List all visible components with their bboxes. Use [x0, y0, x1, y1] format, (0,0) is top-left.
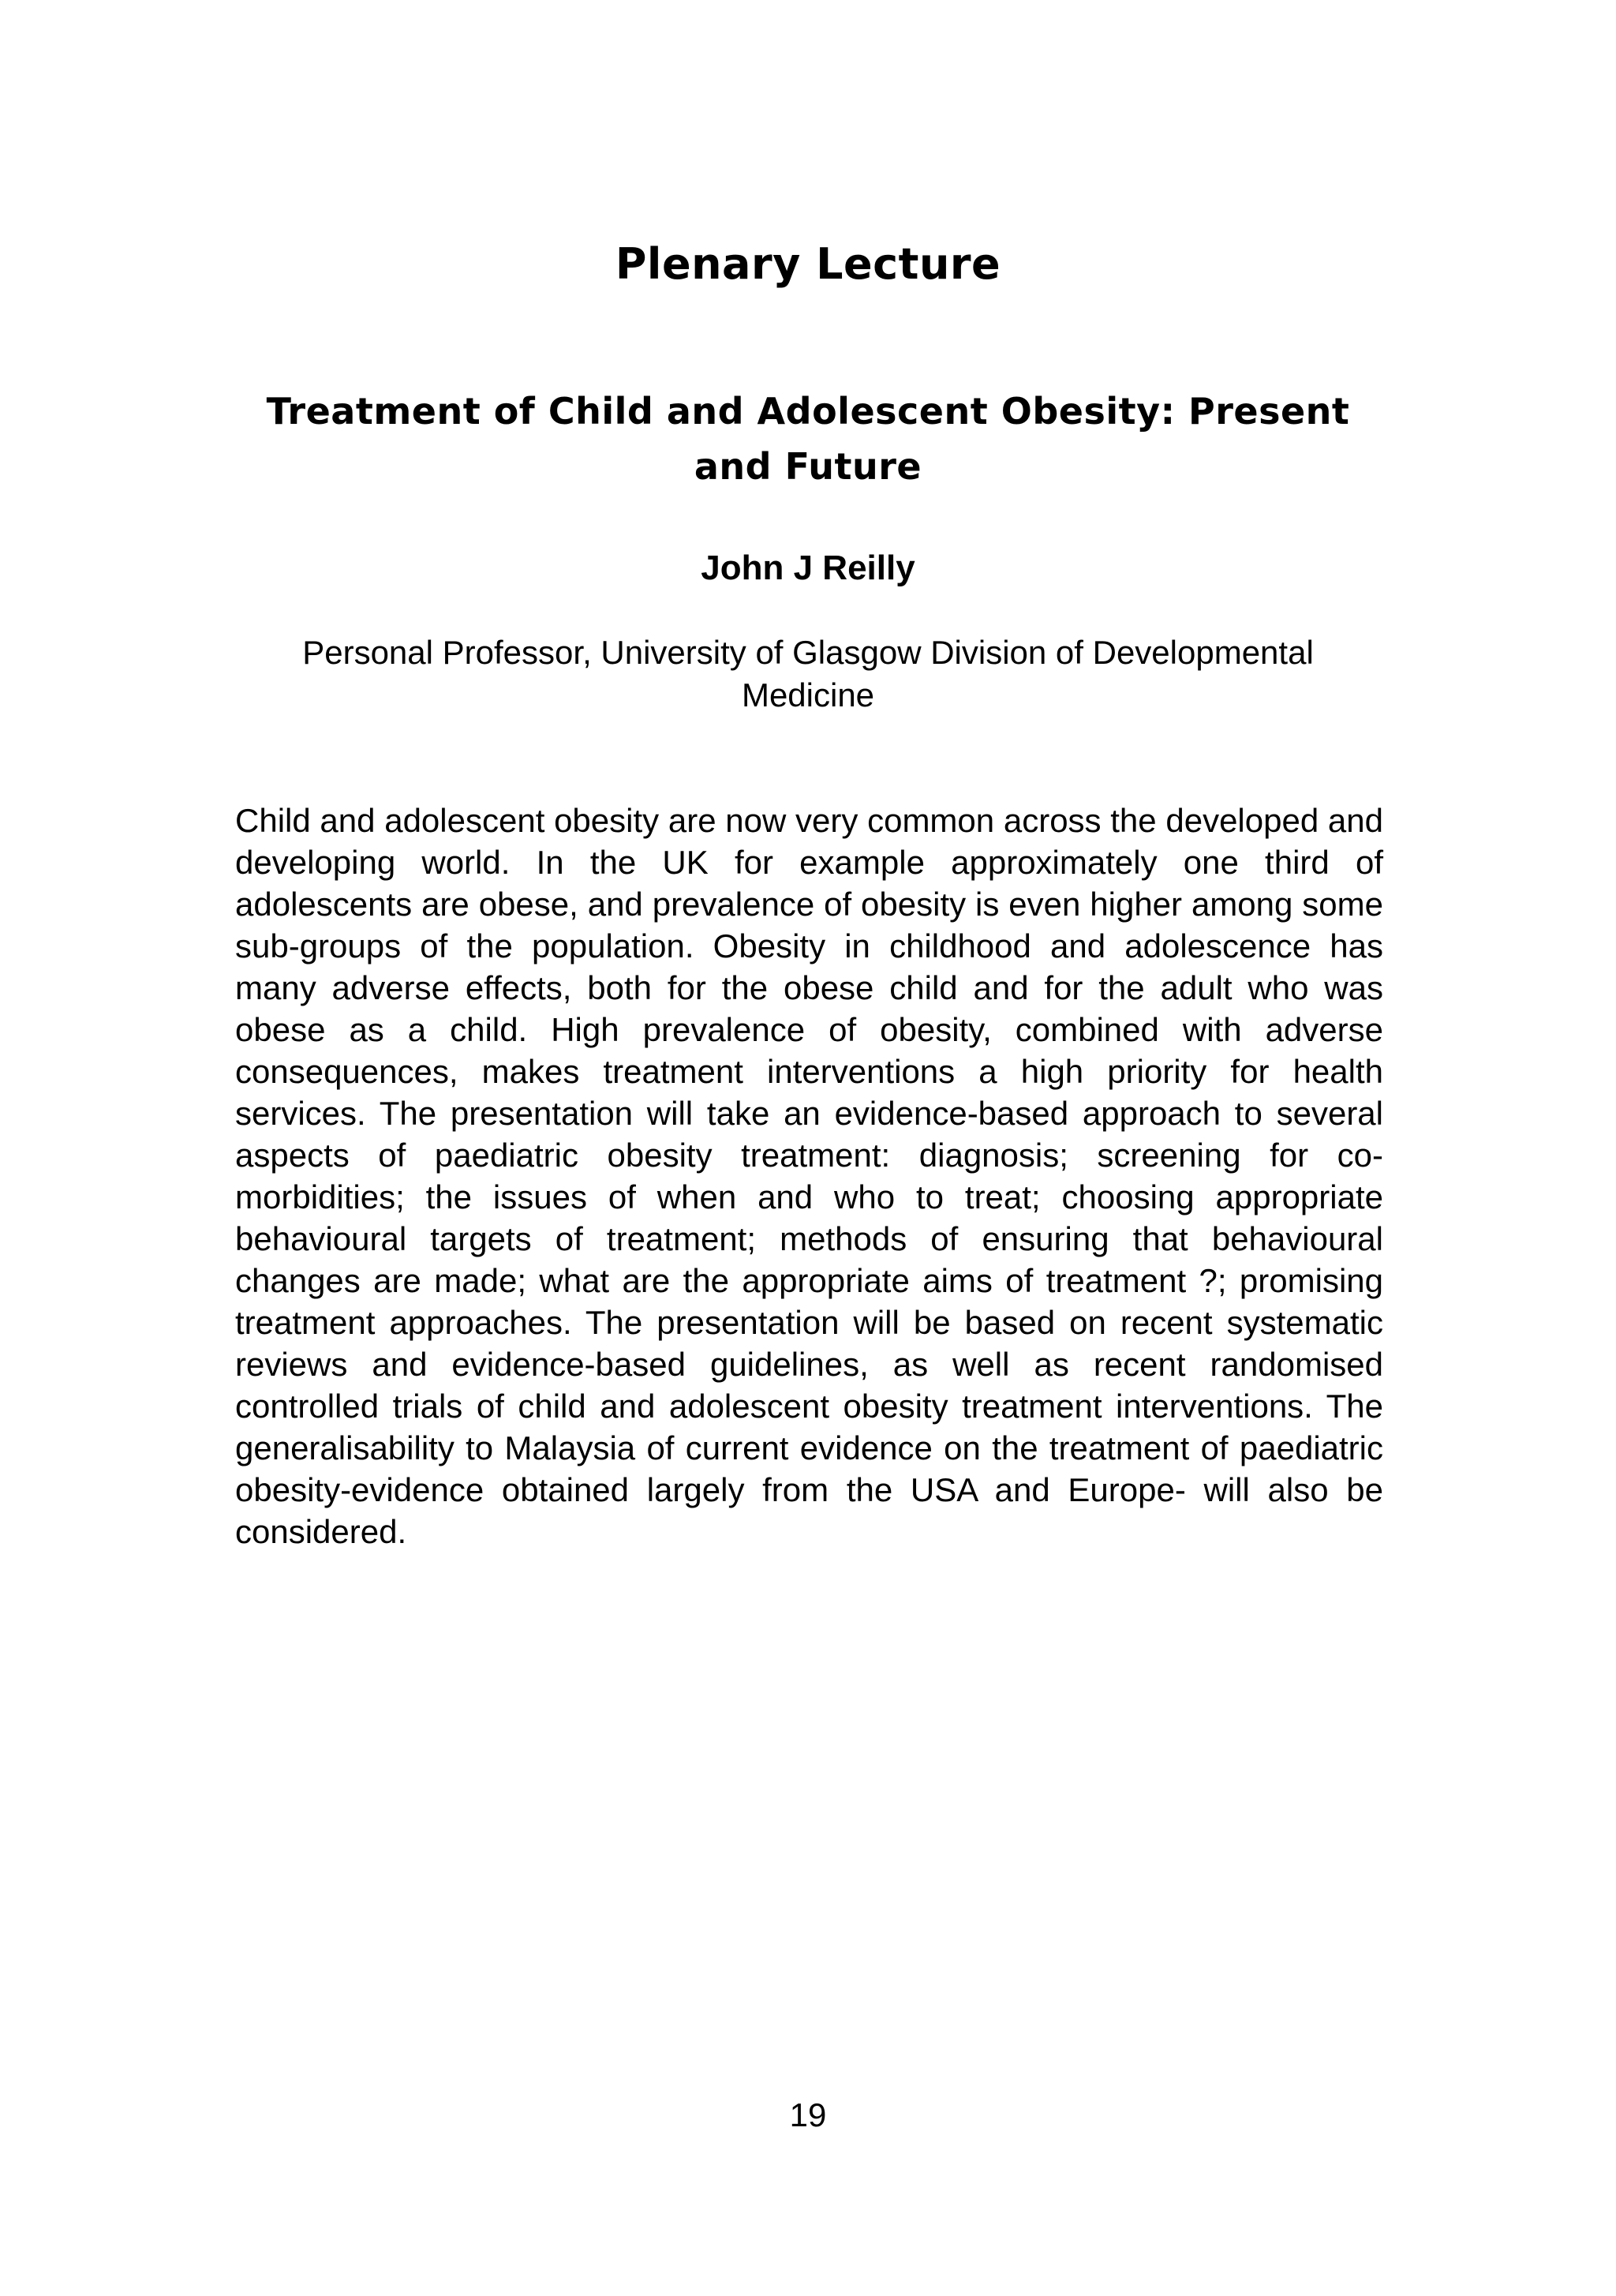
author-affiliation: Personal Professor, University of Glasgow Division of Developmental Medicine — [302, 634, 1314, 714]
page-number: 19 — [789, 2096, 827, 2133]
author-name: John J Reilly — [701, 549, 915, 587]
section-title: Plenary Lecture — [615, 239, 1001, 289]
abstract-paragraph: Child and adolescent obesity are now very common across the developed and developing world. In the UK for example approximately one third of adolescents are obese, and prevalence of obesity is even higher among some sub-groups of the population. Obesity in childhood and adolescence has many adverse effects, both for the obese child and for the adult who was obese as a child. High prevalence of obesity, combined with adverse consequences, makes treatment interventions a high priority for health services. The presentation will take an evidence-based approach to several aspects of paediatric obesity treatment: diagnosis; screening for co-morbidities; the issues of when and who to treat; choosing appropriate behavioural targets of treatment; methods of ensuring that behavioural changes are made; what are the appropriate aims of treatment ?; promising treatment approaches. The presentation will be based on recent systematic reviews and evidence-based guidelines, as well as recent randomised controlled trials of child and adolescent obesity treatment interventions. The generalisability to Malaysia of current evidence on the treatment of paediatric obesity-evidence obtained largely from the USA and Europe- will also be considered. — [235, 802, 1383, 1550]
paper-title: Treatment of Child and Adolescent Obesity: Present and Future — [266, 390, 1350, 488]
